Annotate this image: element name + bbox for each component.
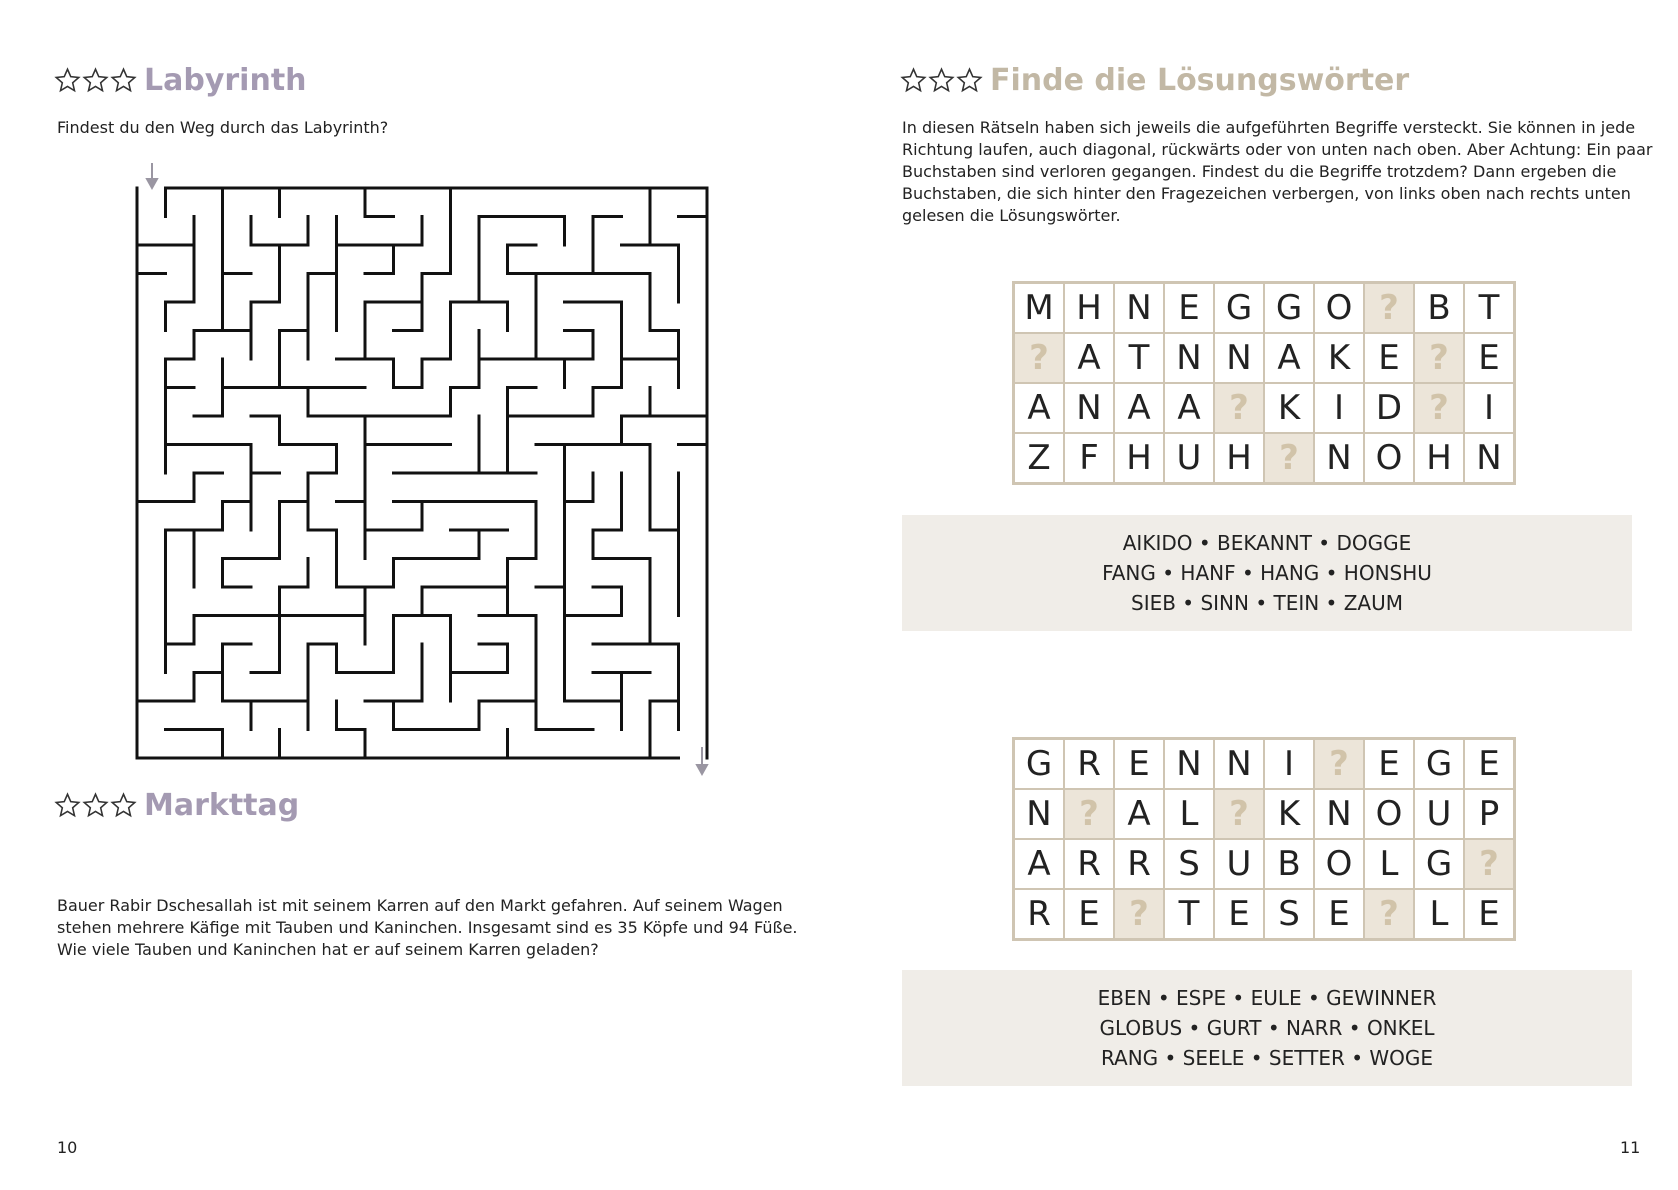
grid-cell: R <box>1064 839 1114 889</box>
letter-grid-1 <box>1012 281 1516 485</box>
word-list-2 <box>902 970 1632 1086</box>
grid-cell: R <box>1114 839 1164 889</box>
difficulty-stars <box>54 792 138 819</box>
grid-cell: N <box>1164 739 1214 790</box>
maze-entry-arrow-icon <box>147 163 157 188</box>
grid-cell: I <box>1264 739 1314 790</box>
star-outline-icon <box>82 792 109 819</box>
grid-cell: N <box>1064 383 1114 433</box>
grid-cell: E <box>1464 889 1515 940</box>
grid-cell: E <box>1464 333 1515 383</box>
grid-cell: O <box>1364 789 1414 839</box>
grid-cell: S <box>1264 889 1314 940</box>
grid-cell: N <box>1214 333 1264 383</box>
grid-cell: A <box>1014 839 1065 889</box>
grid-cell: N <box>1014 789 1065 839</box>
grid-cell-question: ? <box>1464 839 1515 889</box>
grid-row <box>1014 789 1515 839</box>
labyrinth-instruction: Findest du den Weg durch das Labyrinth? <box>57 118 389 137</box>
grid-cell: N <box>1114 283 1164 334</box>
word-list-line: RANG • SEELE • SETTER • WOGE <box>1100 1046 1434 1070</box>
page-number-left: 10 <box>57 1138 78 1157</box>
finde-heading <box>900 63 1409 98</box>
grid-cell: U <box>1164 433 1214 484</box>
grid-row <box>1014 889 1515 940</box>
grid-cell: O <box>1314 283 1364 334</box>
difficulty-stars <box>900 67 984 94</box>
intro-line: Richtung laufen, auch diagonal, rückwärts oder von unten nach oben. Aber Achtung: Ein paar <box>902 140 1653 159</box>
grid-cell: G <box>1414 839 1464 889</box>
grid-cell: N <box>1464 433 1515 484</box>
markttag-line: stehen mehrere Käfige mit Tauben und Kaninchen. Insgesamt sind es 35 Köpfe und 94 Füße. <box>57 918 798 937</box>
grid-cell: L <box>1164 789 1214 839</box>
grid-cell: G <box>1414 739 1464 790</box>
markttag-heading <box>54 788 299 823</box>
grid-cell: R <box>1064 739 1114 790</box>
intro-line: Buchstaben, die sich hinter den Fragezeichen verbergen, von links oben nach rechts unten <box>902 184 1631 203</box>
grid-cell: A <box>1264 333 1314 383</box>
grid-cell: N <box>1214 739 1264 790</box>
finde-intro <box>902 117 1652 227</box>
grid-cell: A <box>1114 789 1164 839</box>
grid-row <box>1014 433 1515 484</box>
grid-cell: A <box>1064 333 1114 383</box>
grid-cell: E <box>1464 739 1515 790</box>
star-outline-icon <box>956 67 983 94</box>
maze-figure <box>120 155 720 795</box>
difficulty-stars <box>54 67 138 94</box>
grid-cell-question: ? <box>1364 283 1414 334</box>
grid-cell: H <box>1114 433 1164 484</box>
intro-line: In diesen Rätseln haben sich jeweils die aufgeführten Begriffe versteckt. Sie können in jede <box>902 118 1636 137</box>
grid-cell: B <box>1414 283 1464 334</box>
grid-cell-question: ? <box>1364 889 1414 940</box>
word-list-1 <box>902 515 1632 631</box>
grid-cell: I <box>1314 383 1364 433</box>
grid-cell: E <box>1364 333 1414 383</box>
grid-cell: H <box>1214 433 1264 484</box>
grid-cell: M <box>1014 283 1065 334</box>
star-outline-icon <box>54 792 81 819</box>
grid-row <box>1014 283 1515 334</box>
grid-cell: O <box>1314 839 1364 889</box>
grid-cell: H <box>1064 283 1114 334</box>
star-outline-icon <box>928 67 955 94</box>
grid-cell: E <box>1314 889 1364 940</box>
grid-cell: H <box>1414 433 1464 484</box>
page-number-right: 11 <box>1620 1138 1641 1157</box>
star-outline-icon <box>54 67 81 94</box>
grid-cell: U <box>1414 789 1464 839</box>
grid-cell-question: ? <box>1214 383 1264 433</box>
grid-cell-question: ? <box>1414 333 1464 383</box>
grid-cell: E <box>1364 739 1414 790</box>
grid-cell: E <box>1214 889 1264 940</box>
grid-cell: O <box>1364 433 1414 484</box>
word-list-line: AIKIDO • BEKANNT • DOGGE <box>1122 531 1412 555</box>
grid-cell: L <box>1414 889 1464 940</box>
labyrinth-heading <box>54 63 307 98</box>
grid-cell: E <box>1064 889 1114 940</box>
maze-walls <box>137 188 707 758</box>
grid-cell: B <box>1264 839 1314 889</box>
markttag-line: Bauer Rabir Dschesallah ist mit seinem Karren auf den Markt gefahren. Auf seinem Wagen <box>57 896 783 915</box>
grid-row <box>1014 383 1515 433</box>
grid-cell: K <box>1264 383 1314 433</box>
grid-cell: N <box>1314 433 1364 484</box>
word-list-line: SIEB • SINN • TEIN • ZAUM <box>1131 591 1403 615</box>
markttag-line: Wie viele Tauben und Kaninchen hat er auf seinem Karren geladen? <box>57 940 599 959</box>
grid-cell-question: ? <box>1064 789 1114 839</box>
markttag-text <box>57 895 798 961</box>
grid-cell: G <box>1214 283 1264 334</box>
grid-cell: N <box>1164 333 1214 383</box>
grid-cell-question: ? <box>1014 333 1065 383</box>
grid-cell: K <box>1264 789 1314 839</box>
grid-cell: A <box>1014 383 1065 433</box>
grid-cell: T <box>1164 889 1214 940</box>
star-outline-icon <box>110 792 137 819</box>
grid-cell: D <box>1364 383 1414 433</box>
grid-cell: G <box>1264 283 1314 334</box>
word-list-line: GLOBUS • GURT • NARR • ONKEL <box>1099 1016 1435 1040</box>
markttag-title: Markttag <box>144 788 300 823</box>
labyrinth-title: Labyrinth <box>144 63 307 98</box>
word-list-line: FANG • HANF • HANG • HONSHU <box>1102 561 1432 585</box>
grid-cell-question: ? <box>1264 433 1314 484</box>
grid-cell: T <box>1464 283 1515 334</box>
grid-cell: E <box>1114 739 1164 790</box>
grid-cell-question: ? <box>1314 739 1364 790</box>
grid-cell: Z <box>1014 433 1065 484</box>
grid-row <box>1014 333 1515 383</box>
grid-cell: U <box>1214 839 1264 889</box>
grid-cell: R <box>1014 889 1065 940</box>
grid-cell: A <box>1114 383 1164 433</box>
star-outline-icon <box>900 67 927 94</box>
finde-title: Finde die Lösungswörter <box>990 63 1410 98</box>
grid-cell: F <box>1064 433 1114 484</box>
grid-cell: A <box>1164 383 1214 433</box>
star-outline-icon <box>110 67 137 94</box>
star-outline-icon <box>82 67 109 94</box>
grid-cell-question: ? <box>1114 889 1164 940</box>
grid-cell: N <box>1314 789 1364 839</box>
grid-cell: P <box>1464 789 1515 839</box>
grid-cell: E <box>1164 283 1214 334</box>
grid-cell: T <box>1114 333 1164 383</box>
grid-row <box>1014 839 1515 889</box>
grid-cell: I <box>1464 383 1515 433</box>
grid-cell: K <box>1314 333 1364 383</box>
grid-cell-question: ? <box>1414 383 1464 433</box>
word-list-line: EBEN • ESPE • EULE • GEWINNER <box>1097 986 1437 1010</box>
letter-grid-2 <box>1012 737 1516 941</box>
grid-cell: S <box>1164 839 1214 889</box>
intro-line: Buchstaben sind verloren gegangen. Findest du die Begriffe trotzdem? Dann ergeben die <box>902 162 1617 181</box>
grid-cell: G <box>1014 739 1065 790</box>
intro-line: gelesen die Lösungswörter. <box>902 206 1121 225</box>
grid-cell-question: ? <box>1214 789 1264 839</box>
grid-row <box>1014 739 1515 790</box>
grid-cell: L <box>1364 839 1414 889</box>
